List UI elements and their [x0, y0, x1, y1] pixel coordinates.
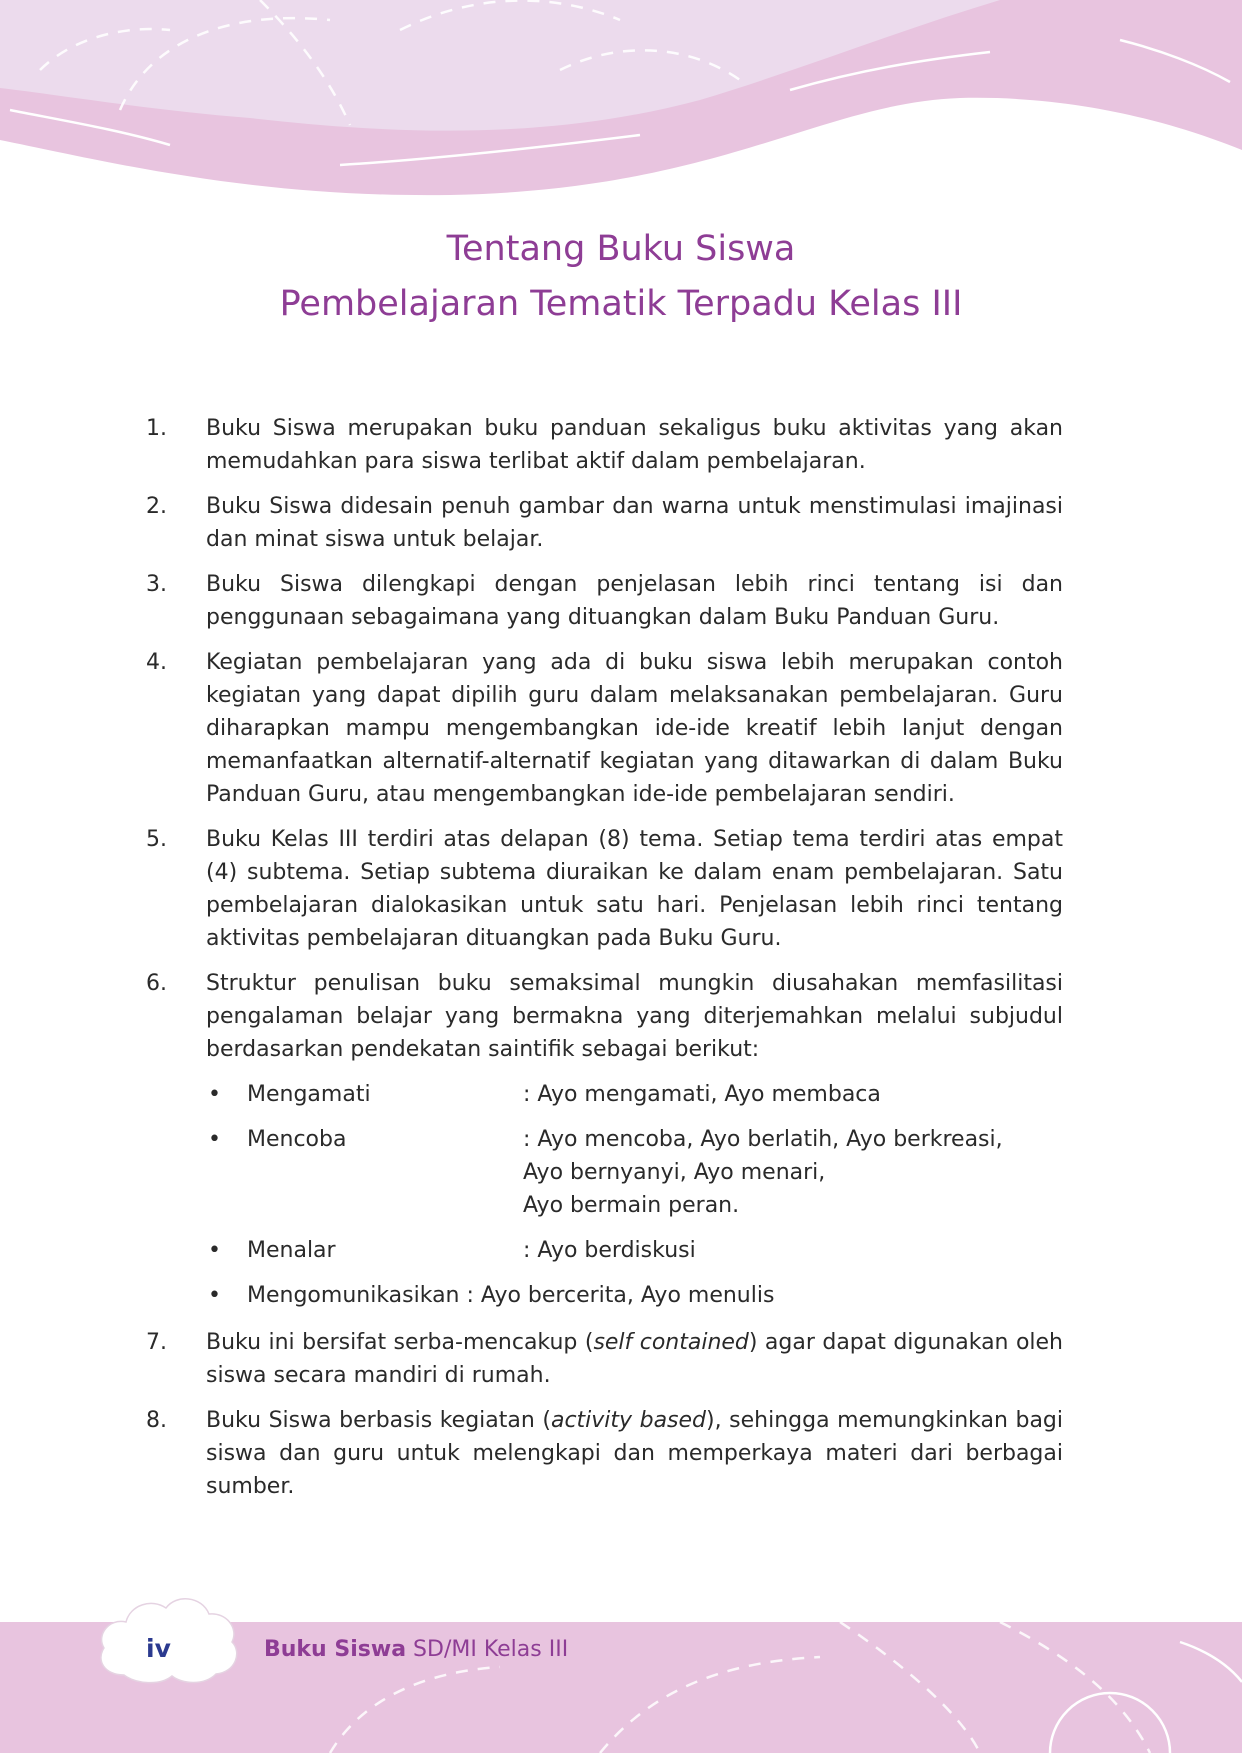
- item-text-emphasis: activity based: [550, 1408, 707, 1433]
- item-number: 5.: [146, 827, 167, 852]
- bullet-list: [146, 1078, 1063, 1312]
- list-item: [146, 1404, 1063, 1503]
- footer-book-bold: Buku Siswa: [264, 1637, 407, 1662]
- header-wave-decoration: [0, 0, 1242, 200]
- item-number: 4.: [146, 650, 167, 675]
- item-number: 3.: [146, 572, 167, 597]
- list-item: [146, 967, 1063, 1066]
- item-text: [206, 1404, 1063, 1503]
- bullet-item: [146, 1234, 1063, 1267]
- bullet-item: [146, 1123, 1063, 1222]
- item-number: 7.: [146, 1330, 167, 1355]
- item-text: Buku Siswa merupakan buku panduan sekaligus buku aktivitas yang akan memudahkan para siswa terlibat aktif dalam pembelajaran.: [206, 416, 1063, 474]
- page-number: iv: [146, 1634, 171, 1663]
- bullet-value: : Ayo berdiskusi: [523, 1238, 696, 1263]
- item-number: 1.: [146, 416, 167, 441]
- bullet-icon: •: [208, 1082, 221, 1107]
- footer-book-title: [264, 1637, 568, 1662]
- page-title: [0, 222, 1242, 332]
- bullet-label: Mencoba: [247, 1127, 347, 1152]
- bullet-value: : Ayo mengamati, Ayo membaca: [523, 1082, 881, 1107]
- bullet-label: Menalar: [247, 1238, 336, 1263]
- item-text: Struktur penulisan buku semaksimal mungkin diusahakan memfasilitasi pengalaman belajar yang bermakna yang diterjemahkan melalui subjudul berdasarkan pendekatan saintifik sebagai berikut:: [206, 971, 1063, 1062]
- bullet-label: Mengamati: [247, 1082, 371, 1107]
- title-line-1: Tentang Buku Siswa: [446, 229, 796, 269]
- bullet-icon: •: [208, 1238, 221, 1263]
- item-text-emphasis: self contained: [593, 1330, 749, 1355]
- footer-book-rest: SD/MI Kelas III: [406, 1637, 569, 1662]
- numbered-list: [146, 412, 1063, 1515]
- list-item: [146, 1326, 1063, 1392]
- list-item: [146, 412, 1063, 478]
- item-text: [206, 1326, 1063, 1392]
- list-item: [146, 646, 1063, 811]
- bullet-icon: •: [208, 1127, 221, 1152]
- list-item: [146, 568, 1063, 634]
- list-item: [146, 823, 1063, 955]
- item-number: 8.: [146, 1408, 167, 1433]
- item-number: 2.: [146, 494, 167, 519]
- item-text-post: ), sehingga memungkinkan bagi siswa dan guru untuk melengkapi dan memperkaya materi dari berbagai sumber.: [206, 1408, 1064, 1499]
- bullet-value: : Ayo mencoba, Ayo berlatih, Ayo berkreasi, Ayo bernyanyi, Ayo menari, Ayo bermain peran.: [523, 1127, 1003, 1218]
- item-number: 6.: [146, 971, 167, 996]
- item-text: Buku Kelas III terdiri atas delapan (8) tema. Setiap tema terdiri atas empat (4) subtema. Setiap subtema diuraikan ke dalam enam pembelajaran. Satu pembelajaran dialokasikan untuk satu hari. Penjelasan lebih rinci tentang aktivitas pembelajaran dituangkan pada Buku Guru.: [206, 827, 1063, 951]
- item-text: Buku Siswa dilengkapi dengan penjelasan lebih rinci tentang isi dan penggunaan sebagaimana yang dituangkan dalam Buku Panduan Guru.: [206, 572, 1063, 630]
- bullet-item: [146, 1279, 1063, 1312]
- item-text-pre: Buku ini bersifat serba-mencakup (: [206, 1330, 594, 1355]
- item-text-pre: Buku Siswa berbasis kegiatan (: [206, 1408, 551, 1433]
- bullet-icon: •: [208, 1283, 221, 1308]
- item-text: Kegiatan pembelajaran yang ada di buku siswa lebih merupakan contoh kegiatan yang dapat dipilih guru dalam melaksanakan pembelajaran. Guru diharapkan mampu mengembangkan ide-ide kreatif lebih lanjut dengan memanfaatkan alternatif-alternatif kegiatan yang ditawarkan di dalam Buku Panduan Guru, atau mengembangkan ide-ide pembelajaran sendiri.: [206, 650, 1063, 807]
- item-text-post: ) agar dapat digunakan oleh siswa secara mandiri di rumah.: [206, 1330, 1063, 1388]
- bullet-item: [146, 1078, 1063, 1111]
- bullet-text: Mengomunikasikan : Ayo bercerita, Ayo menulis: [247, 1283, 775, 1308]
- item-text: Buku Siswa didesain penuh gambar dan warna untuk menstimulasi imajinasi dan minat siswa untuk belajar.: [206, 494, 1063, 552]
- title-line-2: Pembelajaran Tematik Terpadu Kelas III: [279, 284, 963, 324]
- list-item: [146, 490, 1063, 556]
